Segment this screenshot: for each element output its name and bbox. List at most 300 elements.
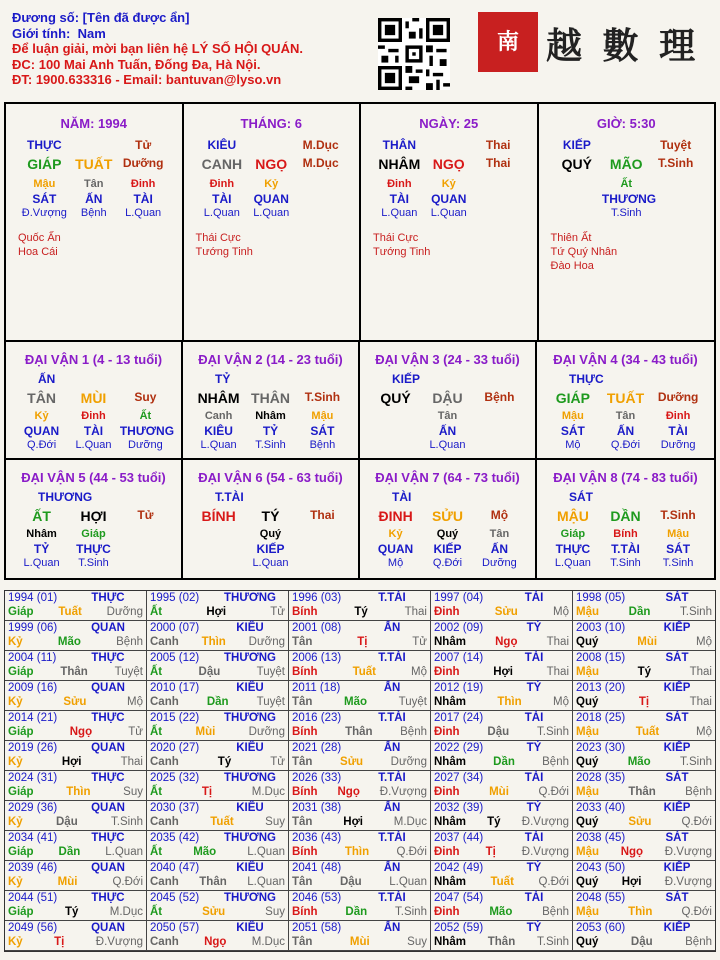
year-stem: Canh [150, 875, 179, 888]
year-cell [431, 711, 573, 741]
year-bottom [292, 696, 427, 710]
heavenly-stem: CANH [201, 156, 243, 172]
star-name: Thái Cực [373, 232, 419, 244]
hidden-stage: Q.Đới [432, 557, 463, 569]
year-bottom [434, 666, 569, 680]
year-cell [147, 591, 289, 621]
year-top [8, 742, 143, 756]
hidden-stem: Mậu [667, 528, 690, 540]
year-stem: Bính [292, 785, 318, 798]
year-stage: Tử [128, 725, 143, 738]
dai-van-god: KIẾP [392, 372, 421, 386]
hidden-god: T.TÀI [611, 542, 640, 556]
year-branch: Hợi [493, 665, 513, 678]
hidden-god-row [183, 424, 358, 439]
year-stage: Tử [412, 635, 427, 648]
year-top [292, 832, 427, 846]
year-god: THƯƠNG [224, 892, 276, 904]
hidden-stem [297, 528, 348, 542]
year-branch: Dần [345, 905, 368, 918]
year-top [8, 652, 143, 666]
hidden-god-row [539, 192, 715, 207]
year-stem: Mậu [576, 785, 599, 798]
year-cell [573, 831, 715, 861]
dai-van-main-row [183, 508, 358, 528]
year-top [576, 712, 712, 726]
year-branch: Hợi [61, 755, 82, 768]
year-branch: Dậu [339, 875, 362, 888]
hidden-stage: T.Sinh [78, 557, 109, 569]
year-cell [431, 861, 573, 891]
year-bottom [8, 906, 143, 920]
hidden-stems-row [6, 528, 181, 542]
dai-van-title: ĐẠI VẬN 2 (14 - 23 tuổi) [198, 352, 343, 367]
year-branch: Mão [627, 755, 651, 768]
year-bottom [150, 756, 285, 770]
year-bottom [292, 786, 427, 800]
year-god: THƯƠNG [224, 772, 276, 784]
year-bottom [8, 846, 143, 860]
year-bottom [150, 876, 285, 890]
hidden-stem: Ất [620, 178, 633, 190]
dai-van-god: THƯƠNG [38, 490, 93, 504]
year-cell [573, 861, 715, 891]
year-god: TÀI [524, 832, 544, 844]
year-stage: Q.Đới [538, 875, 569, 888]
hidden-stage-row [6, 557, 181, 571]
year-label: 2010 (17) [150, 682, 200, 694]
year-god: QUAN [91, 802, 125, 814]
year-cell [431, 771, 573, 801]
hidden-god: ẤN [616, 424, 635, 438]
year-stage: Bệnh [400, 725, 427, 738]
year-bottom [8, 726, 143, 740]
year-god: ẤN [383, 622, 401, 634]
year-top [434, 712, 569, 726]
year-bottom [434, 876, 569, 890]
dai-van-main-row [537, 508, 714, 528]
year-stem: Quý [576, 815, 599, 828]
hidden-god: THỰC [555, 542, 591, 556]
dai-van-title: ĐẠI VẬN 8 (74 - 83 tuổi) [553, 470, 698, 485]
year-bottom [150, 636, 285, 650]
hidden-stage: L.Quan [125, 207, 162, 219]
year-cell [431, 801, 573, 831]
year-label: 2011 (18) [292, 682, 341, 694]
year-bottom [576, 756, 712, 770]
gender-value: Nam [77, 25, 106, 41]
year-label: 2004 (11) [8, 652, 57, 664]
year-label: 2017 (24) [434, 712, 484, 724]
year-label: 2006 (13) [292, 652, 342, 664]
hidden-god: SÁT [560, 424, 585, 438]
year-branch: Tị [201, 785, 213, 798]
year-top [8, 622, 143, 636]
year-god: TỶ [526, 802, 542, 814]
hidden-stage-row [183, 439, 358, 453]
year-god: THỰC [91, 892, 125, 904]
year-top [576, 892, 712, 906]
year-bottom [292, 816, 427, 830]
year-god: THỰC [91, 772, 125, 784]
pillar-main-row [6, 156, 182, 178]
year-branch: Thìn [201, 635, 226, 648]
pillar-god-row [6, 138, 182, 156]
year-top [434, 892, 569, 906]
year-stage: Tuyệt [256, 695, 285, 708]
year-stem: Giáp [8, 665, 34, 678]
year-cell [5, 861, 147, 891]
hidden-stage-row [183, 557, 358, 571]
year-bottom [576, 906, 712, 920]
year-stage: Tử [270, 755, 285, 768]
year-stem: Kỷ [8, 815, 23, 828]
ten-god-blank [602, 138, 651, 156]
year-cell [5, 771, 147, 801]
year-label: 2029 (36) [8, 802, 58, 814]
hidden-god: TÀI [133, 192, 153, 206]
year-stage: Dưỡng [248, 635, 285, 648]
hidden-god [120, 542, 171, 557]
year-label: 2003 (10) [576, 622, 626, 634]
year-top [576, 832, 712, 846]
heavenly-stem: BÍNH [201, 508, 236, 524]
hidden-stage [296, 207, 345, 221]
year-cell [431, 681, 573, 711]
stage: Tử [135, 138, 152, 152]
year-cell [431, 891, 573, 921]
hidden-god: SÁT [32, 192, 57, 206]
year-cell [289, 681, 431, 711]
year-stem: Canh [150, 695, 179, 708]
year-stem: Giáp [8, 845, 34, 858]
year-stem: Ất [150, 905, 163, 918]
year-label: 2023 (30) [576, 742, 626, 754]
year-top [8, 922, 143, 936]
year-branch: Mão [193, 845, 217, 858]
hidden-stage [370, 439, 421, 453]
special-stars [539, 231, 715, 273]
year-stem: Mậu [576, 605, 599, 618]
hidden-stem: Mậu [311, 410, 334, 422]
year-god: KIẾP [663, 862, 691, 874]
year-stem: Đinh [434, 845, 460, 858]
year-cell [289, 861, 431, 891]
year-stem: Canh [150, 635, 179, 648]
dai-van-title: ĐẠI VẬN 3 (24 - 33 tuổi) [375, 352, 520, 367]
earthly-branch: TUẤT [75, 156, 113, 172]
earthly-branch: THÂN [251, 390, 290, 406]
hidden-god-row [537, 424, 714, 439]
year-cell [431, 831, 573, 861]
hidden-god-row [6, 424, 181, 439]
hidden-stem [474, 178, 523, 192]
pillar-column [6, 104, 184, 340]
dai-van-title: ĐẠI VẬN 5 (44 - 53 tuổi) [21, 470, 166, 485]
dai-van-title: ĐẠI VẬN 4 (34 - 43 tuổi) [553, 352, 698, 367]
owner-value: [Tên đã được ẩn] [82, 10, 190, 25]
dai-van-main-row [183, 390, 358, 410]
dai-van-grid [4, 342, 716, 580]
year-bottom [292, 606, 427, 620]
year-top [576, 682, 712, 696]
dai-van-main-row [537, 390, 714, 410]
year-bottom [292, 876, 427, 890]
hidden-god-row [361, 192, 537, 207]
year-god: KIÊU [236, 862, 264, 874]
year-stage: Mộ [411, 665, 427, 678]
year-branch: Mão [344, 695, 368, 708]
hidden-stem: Canh [204, 410, 233, 422]
year-bottom [8, 936, 143, 950]
ten-god: THỰC [27, 138, 62, 152]
year-cell [5, 831, 147, 861]
year-stem: Ất [150, 845, 163, 858]
year-god: KIẾP [663, 802, 691, 814]
year-god: THƯƠNG [224, 592, 276, 604]
special-stars [361, 231, 537, 259]
year-label: 2030 (37) [150, 802, 200, 814]
dai-van-title: ĐẠI VẬN 6 (54 - 63 tuổi) [198, 470, 343, 485]
heavenly-stem: NHÂM [378, 156, 421, 172]
hidden-god: TÀI [389, 192, 409, 206]
year-cell [431, 621, 573, 651]
hidden-stem: Đinh [81, 410, 106, 422]
year-stage: Tuyệt [256, 665, 285, 678]
year-cell [147, 891, 289, 921]
year-bottom [8, 816, 143, 830]
year-stage: T.Sinh [537, 935, 569, 948]
dai-van-god: T.TÀI [215, 490, 244, 504]
year-label: 2032 (39) [434, 802, 484, 814]
star-name: Tướng Tinh [195, 246, 253, 258]
year-branch: Mùi [349, 935, 370, 948]
year-cell [289, 831, 431, 861]
hidden-stems-row [361, 178, 537, 192]
year-stem: Ất [150, 785, 163, 798]
year-bottom [8, 876, 143, 890]
year-stage: M.Dục [393, 815, 427, 828]
year-god: THƯƠNG [224, 652, 276, 664]
year-label: 1998 (05) [576, 592, 626, 604]
hidden-god: TÀI [212, 192, 232, 206]
year-god: T.TÀI [378, 652, 406, 664]
hidden-stem: Kỷ [388, 528, 403, 540]
year-cell [573, 591, 715, 621]
year-bottom [576, 696, 712, 710]
heavenly-stem: GIÁP [555, 390, 591, 406]
red-seal-logo: 南 [478, 12, 538, 72]
gender-label: Giới tính: [12, 25, 71, 41]
stage: Thai [310, 508, 335, 522]
earthly-branch: TÝ [261, 508, 280, 524]
hidden-stems-row [360, 410, 535, 424]
year-stage: Bệnh [542, 755, 569, 768]
hidden-stem [296, 178, 345, 192]
star-name: Thiên Ất [550, 232, 592, 244]
hidden-god: QUAN [23, 424, 60, 438]
earthly-branch: MÃO [609, 156, 643, 172]
year-cell [289, 921, 431, 951]
year-label: 2038 (45) [576, 832, 626, 844]
dai-van-title: ĐẠI VẬN 1 (4 - 13 tuổi) [24, 352, 163, 367]
year-branch: Ngọ [495, 635, 518, 648]
stage: Suy [134, 390, 157, 404]
year-top [150, 652, 285, 666]
year-bottom [150, 906, 285, 920]
annual-table [4, 590, 716, 952]
year-top [576, 592, 712, 606]
hidden-stage: Q.Đới [610, 439, 641, 451]
year-label: 2034 (41) [8, 832, 58, 844]
year-god: SÁT [665, 892, 689, 904]
year-top [576, 622, 712, 636]
hidden-stage [297, 557, 348, 571]
hidden-stage: Dưỡng [482, 557, 517, 569]
earthly-branch: NGỌ [432, 156, 465, 172]
year-cell [289, 711, 431, 741]
hidden-stem: Tân [615, 410, 636, 422]
hidden-stage-row [360, 557, 535, 571]
year-label: 2008 (15) [576, 652, 626, 664]
hidden-stage: Mộ [565, 439, 581, 451]
stage: T.Sinh [657, 156, 694, 170]
year-stem: Tân [292, 875, 313, 888]
year-stage: L.Quan [389, 875, 427, 888]
year-bottom [150, 726, 285, 740]
year-branch: Tị [485, 845, 496, 858]
year-stem: Quý [576, 875, 599, 888]
hidden-stem: Tân [83, 178, 104, 190]
year-god: KIẾP [663, 622, 691, 634]
hidden-god [474, 192, 523, 207]
hidden-stem: Mậu [561, 410, 584, 422]
hidden-stems-row [539, 178, 715, 192]
year-stage: Suy [265, 815, 285, 828]
year-stage: Thai [689, 665, 712, 678]
year-stage: Q.Đới [396, 845, 427, 858]
year-stem: Kỷ [8, 935, 23, 948]
year-stem: Nhâm [434, 815, 466, 828]
year-god: TỶ [526, 682, 542, 694]
heavenly-stem: NHÂM [197, 390, 240, 406]
hidden-stems-row [184, 178, 360, 192]
year-stage: Đ.Vượng [521, 845, 569, 858]
year-top [8, 712, 143, 726]
year-stage: Đ.Vượng [521, 815, 569, 828]
year-top [150, 922, 285, 936]
year-label: 2049 (56) [8, 922, 58, 934]
year-label: 2048 (55) [576, 892, 626, 904]
earthly-branch: NGỌ [255, 156, 288, 172]
dai-van-main-row [6, 508, 181, 528]
year-stage: Q.Đới [112, 875, 143, 888]
hidden-stage: Dưỡng [128, 439, 163, 451]
heavenly-stem: QUÝ [561, 156, 592, 172]
year-stage: T.Sinh [111, 815, 143, 828]
year-top [292, 652, 427, 666]
stage: T.Sinh [660, 508, 696, 522]
year-god: KIÊU [236, 922, 264, 934]
heavenly-stem: TÂN [27, 390, 56, 406]
year-top [576, 652, 712, 666]
year-branch: Tuất [352, 665, 376, 678]
year-cell [573, 801, 715, 831]
dai-van-title: ĐẠI VẬN 7 (64 - 73 tuổi) [375, 470, 520, 485]
year-branch: Dậu [56, 815, 78, 828]
year-branch: Dần [206, 695, 229, 708]
year-stem: Canh [150, 755, 179, 768]
hidden-stage-row [184, 207, 360, 221]
year-branch: Mùi [57, 875, 78, 888]
year-branch: Tý [217, 755, 232, 768]
year-bottom [150, 696, 285, 710]
pillar-title: NGÀY: 25 [419, 116, 479, 131]
year-god: ẤN [383, 682, 401, 694]
year-cell [289, 621, 431, 651]
year-bottom [292, 726, 427, 740]
year-top [292, 712, 427, 726]
year-branch: Tuất [635, 725, 660, 738]
year-stem: Canh [150, 935, 179, 948]
year-stem: Nhâm [434, 875, 466, 888]
year-branch: Ngọ [620, 845, 644, 858]
earthly-branch: TUẤT [606, 390, 645, 406]
hidden-stage: L.Quan [203, 207, 240, 219]
stage: Thai [485, 156, 511, 170]
year-bottom [434, 816, 569, 830]
stage: Tử [137, 508, 154, 522]
special-stars [6, 231, 182, 259]
year-god: SÁT [665, 592, 689, 604]
year-cell [147, 801, 289, 831]
year-stage: Dưỡng [106, 605, 143, 618]
year-stem: Nhâm [434, 935, 466, 948]
year-bottom [8, 696, 143, 710]
year-cell [573, 711, 715, 741]
year-bottom [150, 936, 285, 950]
year-god: KIẾP [663, 682, 691, 694]
year-branch: Hợi [206, 605, 227, 618]
stage: T.Sinh [304, 390, 341, 404]
dai-van-cell [6, 342, 183, 460]
hidden-stage: T.Sinh [610, 557, 641, 569]
year-cell [573, 621, 715, 651]
year-stem: Ất [150, 725, 163, 738]
year-bottom [292, 636, 427, 650]
stage: Dưỡng [657, 390, 699, 404]
hidden-stem: Nhâm [26, 528, 57, 540]
year-top [434, 742, 569, 756]
hidden-stage [193, 557, 244, 571]
heavenly-stem: ĐINH [378, 508, 413, 524]
year-stage: Đ.Vượng [664, 875, 712, 888]
star-name: Tứ Quý Nhân [550, 246, 618, 258]
year-label: 2040 (47) [150, 862, 200, 874]
year-bottom [434, 906, 569, 920]
year-bottom [576, 876, 712, 890]
hidden-stem: Đinh [665, 410, 691, 422]
year-stem: Mậu [576, 845, 599, 858]
year-branch: Tý [637, 665, 652, 678]
year-god: T.TÀI [378, 712, 406, 724]
year-label: 2047 (54) [434, 892, 484, 904]
year-god: THƯƠNG [224, 712, 276, 724]
year-god: SÁT [665, 832, 689, 844]
year-bottom [150, 666, 285, 680]
hidden-stage: T.Sinh [610, 207, 642, 219]
year-branch: Mùi [195, 725, 216, 738]
